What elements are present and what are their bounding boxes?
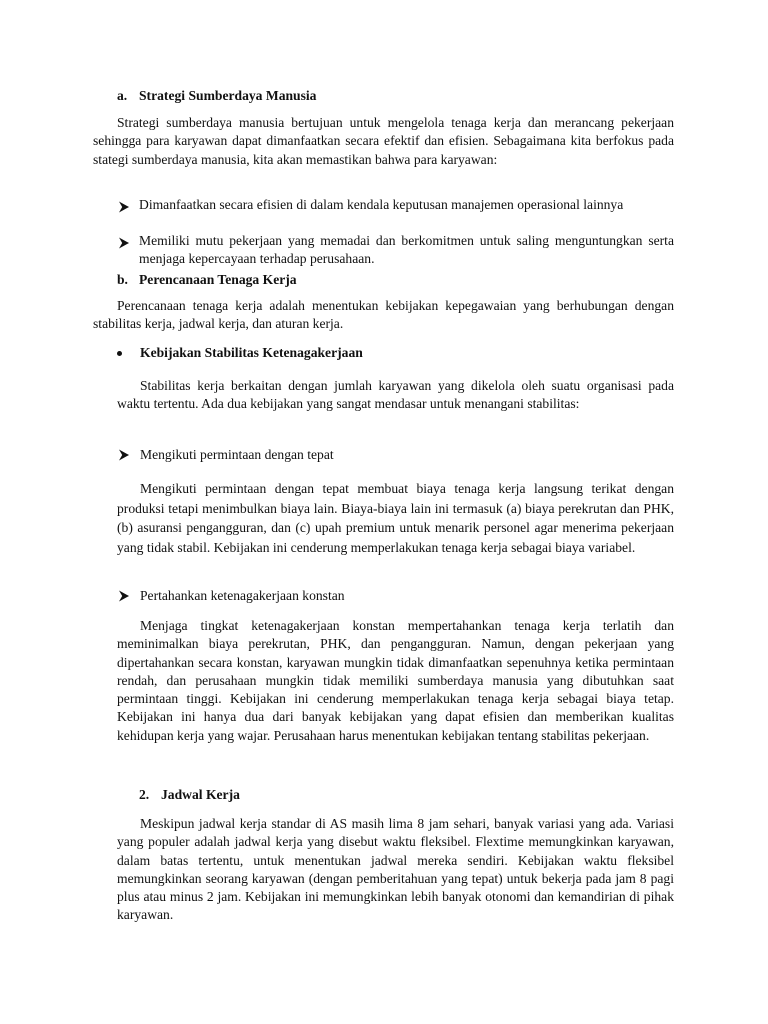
arrowhead-bullet-icon <box>118 237 130 249</box>
kebijakan-intro: Stabilitas kerja berkaitan dengan jumlah karyawan yang dikelola oleh suatu organisasi pada waktu tertentu. Ada dua kebijakan yang sangat mendasar untuk menangani stabilitas: <box>117 378 674 412</box>
section-a-intro: Strategi sumberdaya manusia bertujuan untuk mengelola tenaga kerja dan merancang pekerjaan sehingga para karyawan dapat dimanfaatkan secara efektif dan efisien. Sebagaimana kita berfokus pada stategi sumberdaya manusia, kita akan memastikan bahwa para karyawan: <box>93 115 674 167</box>
section-2-title: Jadwal Kerja <box>161 787 240 802</box>
arrowhead-bullet-icon <box>118 201 130 213</box>
section-a-heading <box>117 87 517 107</box>
section-2-text: Meskipun jadwal kerja standar di AS masih lima 8 jam sehari, banyak variasi yang ada. Variasi yang populer adalah jadwal kerja yang disebut waktu fleksibel. Flextime memungkinkan karyawan, dalam batas tertentu, untuk menentukan jadwal mereka sendiri. Kebijakan waktu fleksibel memungkinkan seorang karyawan (dengan pemberitahuan yang tepat) untuk bekerja pada jam 8 pagi plus atau minus 2 jam. Kebijakan ini memungkinkan lebih banyak otonomi dan kemandirian di pihak karyawan. <box>117 816 674 923</box>
policy-1-title: Mengikuti permintaan dengan tepat <box>140 447 334 462</box>
policy-2-text: Menjaga tingkat ketenagakerjaan konstan mempertahankan tenaga kerja terlatih dan meminimalkan biaya perekrutan, PHK, dan pengangguran. Namun, dengan pekerjaan yang dipertahankan secara konstan, karyawan mungkin tidak dimanfaatkan sepenuhnya ketika permintaan rendah, dan perusahaan mungkin tidak memiliki sumberdaya manusia yang dibutuhkan saat permintaan tinggi. Kebijakan ini cenderung memperlakukan tenaga kerja sebagai biaya tetap. Kebijakan ini hanya dua dari banyak kebijakan yang dapat efisien dan memberikan kualitas kehidupan kerja yang wajar. Perusahaan harus menentukan kebijakan tentang stabilitas pekerjaan. <box>117 618 674 743</box>
section-b-marker: b. <box>117 272 128 287</box>
section-2-heading <box>139 786 539 806</box>
kebijakan-heading: Kebijakan Stabilitas Ketenagakerjaan <box>140 345 363 360</box>
section-a-bullet-1: Dimanfaatkan secara efisien di dalam kendala keputusan manajemen operasional lainnya <box>139 197 624 212</box>
section-b-title: Perencanaan Tenaga Kerja <box>139 272 297 287</box>
arrowhead-bullet-icon <box>118 449 130 461</box>
section-a-bullet-2: Memiliki mutu pekerjaan yang memadai dan berkomitmen untuk saling menguntungkan serta menjaga kepercayaan terhadap perusahaan. <box>139 233 674 267</box>
section-a-marker: a. <box>117 88 128 103</box>
section-b-heading <box>117 271 517 291</box>
policy-2-title: Pertahankan ketenagakerjaan konstan <box>140 588 345 603</box>
section-2-marker: 2. <box>139 787 150 802</box>
section-a-title: Strategi Sumberdaya Manusia <box>139 88 317 103</box>
section-b-intro: Perencanaan tenaga kerja adalah menentukan kebijakan kepegawaian yang berhubungan dengan stabilitas kerja, jadwal kerja, dan aturan kerja. <box>93 298 674 332</box>
policy-1-text: Mengikuti permintaan dengan tepat membuat biaya tenaga kerja langsung terikat dengan produksi tetapi menimbulkan biaya lain. Biaya-biaya lain ini termasuk (a) biaya perekrutan dan PHK, (b) asuransi pengangguran, dan (c) upah premium untuk menarik personel agar menerima pekerjaan yang tidak stabil. Kebijakan ini cenderung memperlakukan tenaga kerja sebagai biaya variabel. <box>117 481 674 555</box>
filled-circle-bullet-icon <box>117 351 122 356</box>
arrowhead-bullet-icon <box>118 590 130 602</box>
